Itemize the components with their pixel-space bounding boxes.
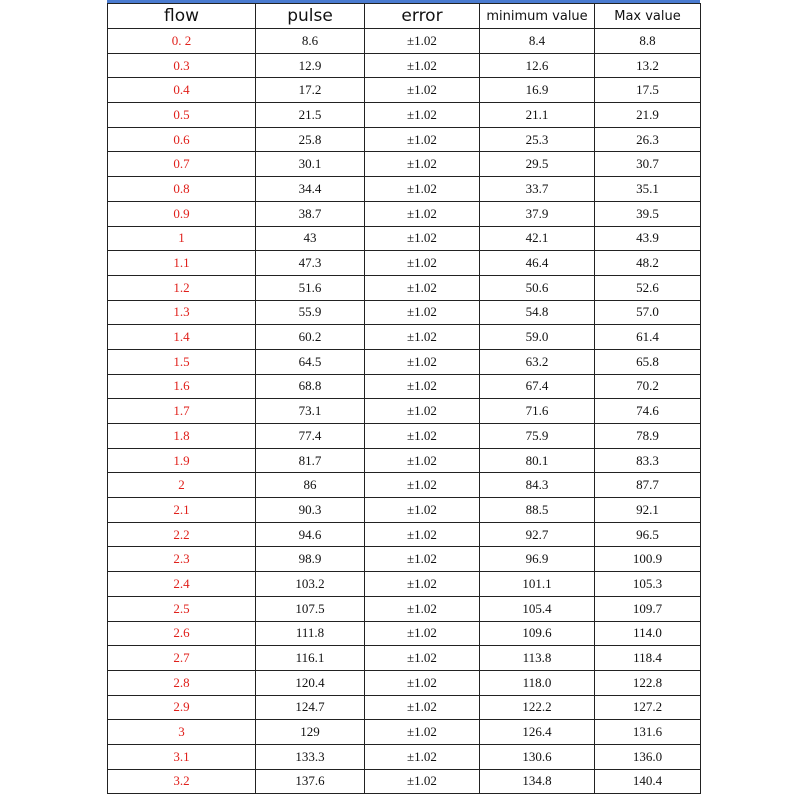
flow-cell: 0.6 (108, 127, 256, 152)
max-value-cell: 140.4 (595, 769, 701, 794)
pulse-cell: 34.4 (256, 177, 365, 202)
max-value-cell: 43.9 (595, 226, 701, 251)
table-row (108, 29, 701, 54)
error-cell: ±1.02 (365, 399, 480, 424)
error-cell: ±1.02 (365, 547, 480, 572)
max-value-cell: 35.1 (595, 177, 701, 202)
error-cell: ±1.02 (365, 522, 480, 547)
error-cell: ±1.02 (365, 201, 480, 226)
max-value-cell: 65.8 (595, 349, 701, 374)
table-row (108, 201, 701, 226)
pulse-cell: 107.5 (256, 596, 365, 621)
header-error: error (365, 4, 480, 29)
minimum-value-cell: 75.9 (480, 424, 595, 449)
flow-cell: 2.5 (108, 596, 256, 621)
error-cell: ±1.02 (365, 621, 480, 646)
flow-cell: 0.9 (108, 201, 256, 226)
flow-cell: 1.5 (108, 349, 256, 374)
table-row (108, 744, 701, 769)
error-cell: ±1.02 (365, 670, 480, 695)
pulse-cell: 47.3 (256, 251, 365, 276)
table-row (108, 399, 701, 424)
flow-cell: 0.4 (108, 78, 256, 103)
error-cell: ±1.02 (365, 374, 480, 399)
max-value-cell: 83.3 (595, 448, 701, 473)
minimum-value-cell: 59.0 (480, 325, 595, 350)
table-row (108, 226, 701, 251)
minimum-value-cell: 12.6 (480, 53, 595, 78)
pulse-cell: 116.1 (256, 646, 365, 671)
max-value-cell: 96.5 (595, 522, 701, 547)
flow-cell: 2.6 (108, 621, 256, 646)
pulse-cell: 60.2 (256, 325, 365, 350)
pulse-cell: 12.9 (256, 53, 365, 78)
minimum-value-cell: 134.8 (480, 769, 595, 794)
max-value-cell: 118.4 (595, 646, 701, 671)
minimum-value-cell: 96.9 (480, 547, 595, 572)
error-cell: ±1.02 (365, 695, 480, 720)
pulse-cell: 8.6 (256, 29, 365, 54)
table-row (108, 177, 701, 202)
pulse-cell: 21.5 (256, 103, 365, 128)
table-row (108, 547, 701, 572)
flow-cell: 1.1 (108, 251, 256, 276)
minimum-value-cell: 21.1 (480, 103, 595, 128)
pulse-cell: 133.3 (256, 744, 365, 769)
error-cell: ±1.02 (365, 646, 480, 671)
minimum-value-cell: 101.1 (480, 572, 595, 597)
table-row (108, 522, 701, 547)
flow-cell: 0.7 (108, 152, 256, 177)
max-value-cell: 26.3 (595, 127, 701, 152)
minimum-value-cell: 71.6 (480, 399, 595, 424)
max-value-cell: 52.6 (595, 275, 701, 300)
max-value-cell: 13.2 (595, 53, 701, 78)
table-row (108, 127, 701, 152)
error-cell: ±1.02 (365, 78, 480, 103)
error-cell: ±1.02 (365, 596, 480, 621)
pulse-cell: 86 (256, 473, 365, 498)
flow-cell: 2.1 (108, 498, 256, 523)
pulse-cell: 90.3 (256, 498, 365, 523)
table-row (108, 325, 701, 350)
pulse-cell: 68.8 (256, 374, 365, 399)
flow-cell: 1 (108, 226, 256, 251)
error-cell: ±1.02 (365, 300, 480, 325)
max-value-cell: 74.6 (595, 399, 701, 424)
minimum-value-cell: 84.3 (480, 473, 595, 498)
max-value-cell: 127.2 (595, 695, 701, 720)
pulse-cell: 51.6 (256, 275, 365, 300)
table-body (108, 29, 701, 794)
flow-cell: 2.4 (108, 572, 256, 597)
minimum-value-cell: 25.3 (480, 127, 595, 152)
minimum-value-cell: 16.9 (480, 78, 595, 103)
minimum-value-cell: 67.4 (480, 374, 595, 399)
minimum-value-cell: 29.5 (480, 152, 595, 177)
max-value-cell: 48.2 (595, 251, 701, 276)
table-row (108, 251, 701, 276)
error-cell: ±1.02 (365, 572, 480, 597)
pulse-cell: 64.5 (256, 349, 365, 374)
error-cell: ±1.02 (365, 448, 480, 473)
max-value-cell: 131.6 (595, 720, 701, 745)
flow-cell: 0.5 (108, 103, 256, 128)
header-max-value: Max value (595, 4, 701, 29)
flow-cell: 2.7 (108, 646, 256, 671)
header-pulse: pulse (256, 4, 365, 29)
error-cell: ±1.02 (365, 127, 480, 152)
minimum-value-cell: 46.4 (480, 251, 595, 276)
minimum-value-cell: 37.9 (480, 201, 595, 226)
error-cell: ±1.02 (365, 103, 480, 128)
header-flow: flow (108, 4, 256, 29)
pulse-cell: 17.2 (256, 78, 365, 103)
error-cell: ±1.02 (365, 744, 480, 769)
table-row (108, 498, 701, 523)
error-cell: ±1.02 (365, 152, 480, 177)
pulse-cell: 43 (256, 226, 365, 251)
minimum-value-cell: 105.4 (480, 596, 595, 621)
pulse-cell: 25.8 (256, 127, 365, 152)
error-cell: ±1.02 (365, 720, 480, 745)
max-value-cell: 78.9 (595, 424, 701, 449)
table-row (108, 300, 701, 325)
minimum-value-cell: 118.0 (480, 670, 595, 695)
minimum-value-cell: 33.7 (480, 177, 595, 202)
pulse-cell: 77.4 (256, 424, 365, 449)
flow-cell: 2.3 (108, 547, 256, 572)
pulse-cell: 120.4 (256, 670, 365, 695)
minimum-value-cell: 50.6 (480, 275, 595, 300)
flow-cell: 1.4 (108, 325, 256, 350)
minimum-value-cell: 113.8 (480, 646, 595, 671)
pulse-cell: 38.7 (256, 201, 365, 226)
header-row (108, 4, 701, 29)
minimum-value-cell: 122.2 (480, 695, 595, 720)
error-cell: ±1.02 (365, 498, 480, 523)
minimum-value-cell: 92.7 (480, 522, 595, 547)
error-cell: ±1.02 (365, 53, 480, 78)
table-row (108, 596, 701, 621)
flow-cell: 3 (108, 720, 256, 745)
table-row (108, 374, 701, 399)
table-row (108, 424, 701, 449)
pulse-cell: 94.6 (256, 522, 365, 547)
pulse-cell: 124.7 (256, 695, 365, 720)
flow-cell: 3.1 (108, 744, 256, 769)
flow-cell: 1.7 (108, 399, 256, 424)
max-value-cell: 136.0 (595, 744, 701, 769)
flow-cell: 1.6 (108, 374, 256, 399)
table-row (108, 572, 701, 597)
flow-cell: 1.2 (108, 275, 256, 300)
pulse-cell: 81.7 (256, 448, 365, 473)
pulse-cell: 103.2 (256, 572, 365, 597)
pulse-cell: 137.6 (256, 769, 365, 794)
max-value-cell: 30.7 (595, 152, 701, 177)
max-value-cell: 61.4 (595, 325, 701, 350)
table-row (108, 448, 701, 473)
error-cell: ±1.02 (365, 424, 480, 449)
error-cell: ±1.02 (365, 349, 480, 374)
table-row (108, 103, 701, 128)
error-cell: ±1.02 (365, 251, 480, 276)
minimum-value-cell: 130.6 (480, 744, 595, 769)
max-value-cell: 21.9 (595, 103, 701, 128)
minimum-value-cell: 8.4 (480, 29, 595, 54)
pulse-cell: 111.8 (256, 621, 365, 646)
max-value-cell: 114.0 (595, 621, 701, 646)
max-value-cell: 8.8 (595, 29, 701, 54)
minimum-value-cell: 88.5 (480, 498, 595, 523)
minimum-value-cell: 126.4 (480, 720, 595, 745)
pulse-cell: 129 (256, 720, 365, 745)
table-row (108, 78, 701, 103)
minimum-value-cell: 63.2 (480, 349, 595, 374)
minimum-value-cell: 54.8 (480, 300, 595, 325)
error-cell: ±1.02 (365, 29, 480, 54)
error-cell: ±1.02 (365, 226, 480, 251)
flow-cell: 1.3 (108, 300, 256, 325)
max-value-cell: 39.5 (595, 201, 701, 226)
pulse-cell: 55.9 (256, 300, 365, 325)
table-row (108, 53, 701, 78)
pulse-cell: 98.9 (256, 547, 365, 572)
flow-pulse-table (107, 3, 701, 794)
flow-cell: 0. 2 (108, 29, 256, 54)
table-row (108, 152, 701, 177)
header-minimum-value: minimum value (480, 4, 595, 29)
table-row (108, 275, 701, 300)
flow-cell: 2.9 (108, 695, 256, 720)
max-value-cell: 70.2 (595, 374, 701, 399)
pulse-cell: 73.1 (256, 399, 365, 424)
table-row (108, 670, 701, 695)
flow-cell: 2.8 (108, 670, 256, 695)
max-value-cell: 17.5 (595, 78, 701, 103)
flow-cell: 1.8 (108, 424, 256, 449)
max-value-cell: 122.8 (595, 670, 701, 695)
flow-cell: 1.9 (108, 448, 256, 473)
table-row (108, 473, 701, 498)
error-cell: ±1.02 (365, 769, 480, 794)
max-value-cell: 87.7 (595, 473, 701, 498)
flow-cell: 0.3 (108, 53, 256, 78)
max-value-cell: 57.0 (595, 300, 701, 325)
error-cell: ±1.02 (365, 473, 480, 498)
max-value-cell: 100.9 (595, 547, 701, 572)
error-cell: ±1.02 (365, 325, 480, 350)
max-value-cell: 92.1 (595, 498, 701, 523)
error-cell: ±1.02 (365, 275, 480, 300)
flow-cell: 2 (108, 473, 256, 498)
flow-cell: 3.2 (108, 769, 256, 794)
table-row (108, 769, 701, 794)
table-row (108, 646, 701, 671)
minimum-value-cell: 80.1 (480, 448, 595, 473)
table-row (108, 695, 701, 720)
max-value-cell: 109.7 (595, 596, 701, 621)
error-cell: ±1.02 (365, 177, 480, 202)
table-row (108, 720, 701, 745)
table-row (108, 621, 701, 646)
pulse-cell: 30.1 (256, 152, 365, 177)
table-row (108, 349, 701, 374)
minimum-value-cell: 109.6 (480, 621, 595, 646)
minimum-value-cell: 42.1 (480, 226, 595, 251)
flow-cell: 2.2 (108, 522, 256, 547)
max-value-cell: 105.3 (595, 572, 701, 597)
flow-cell: 0.8 (108, 177, 256, 202)
